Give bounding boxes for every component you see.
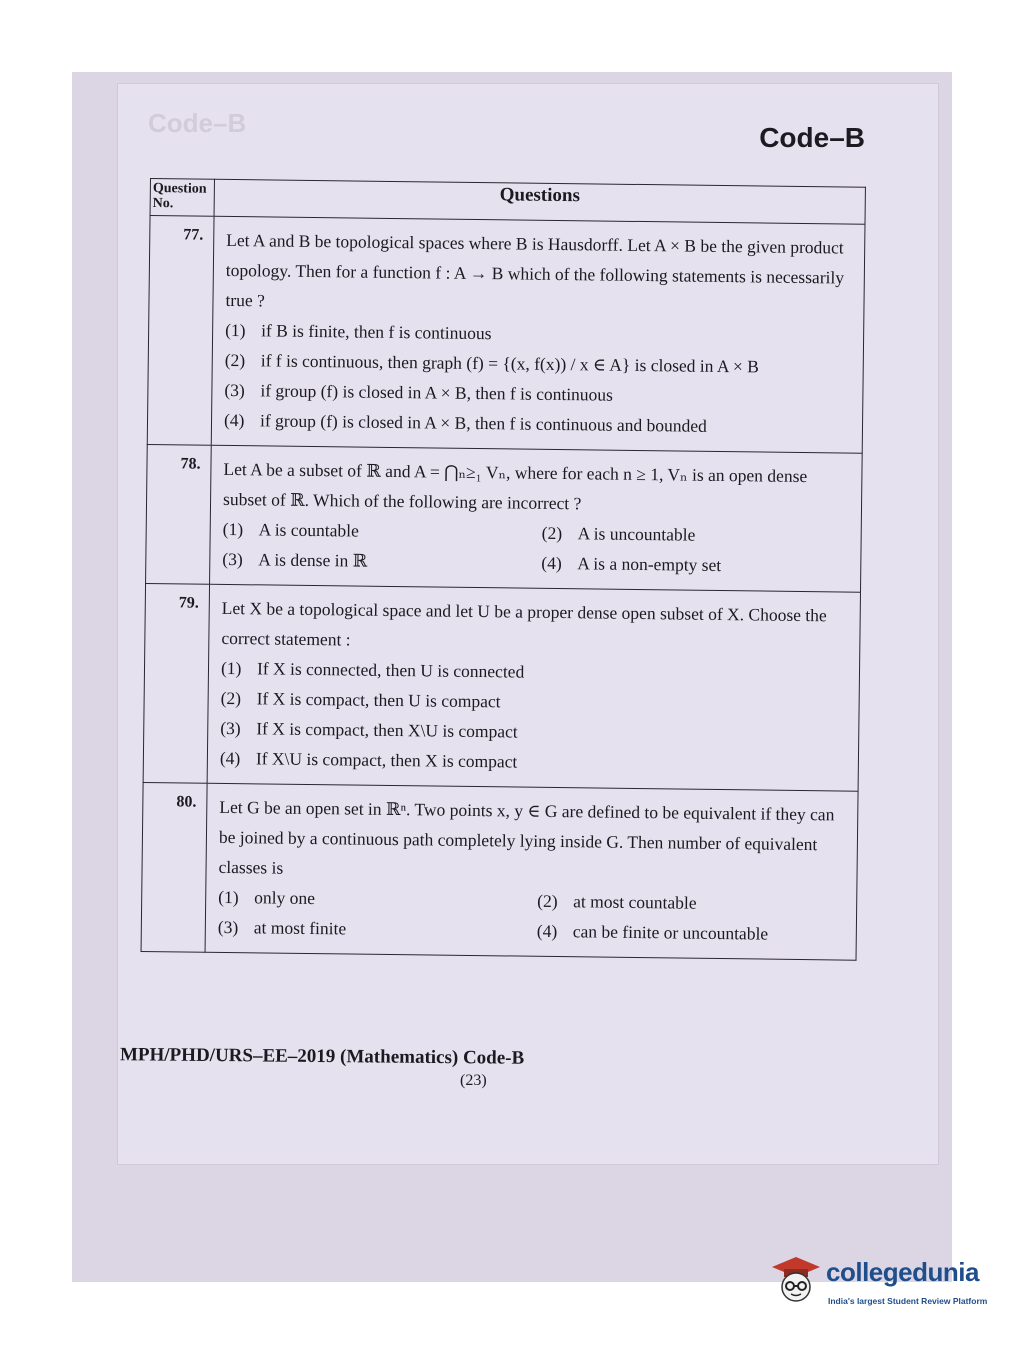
question-number: 77. xyxy=(147,216,214,446)
option-label: (4) xyxy=(223,409,245,431)
question-content xyxy=(205,783,858,960)
question-stem: Let A and B be topological spaces where B is Hausdorff. Let A × B be the given product topology. Then for a function f : A → B which of the following statements is necessarily true ? xyxy=(225,229,845,311)
option-text: if f is continuous, then graph (f) = {(x, f(x)) / x ∈ A} is closed in A × B xyxy=(260,350,759,377)
questions-header: Questions xyxy=(214,179,865,224)
option xyxy=(222,544,531,578)
option-label: (1) xyxy=(225,319,246,341)
logo-wordmark: collegedunia xyxy=(826,1257,979,1287)
question-content xyxy=(210,445,863,592)
option-label: (1) xyxy=(222,518,244,540)
paper-footer: MPH/PHD/URS–EE–2019 (Mathematics) Code-B xyxy=(119,1044,525,1069)
option-label: (3) xyxy=(224,379,245,401)
page-number: (23) xyxy=(460,1072,487,1089)
question-number: 79. xyxy=(143,583,209,783)
bleed-through-code: Code–B xyxy=(148,108,247,138)
option-text: A is dense in ℝ xyxy=(258,549,368,571)
option-text: If X is connected, then U is connected xyxy=(256,658,525,682)
option-text: only one xyxy=(254,887,316,909)
collegedunia-logo xyxy=(770,1255,1005,1315)
options-grid xyxy=(222,514,851,582)
options-grid xyxy=(218,882,847,950)
graduate-face-icon xyxy=(770,1255,822,1307)
code-label: Code–B xyxy=(759,122,865,153)
question-row xyxy=(146,444,863,592)
option-text: A is countable xyxy=(258,519,359,541)
option-text: If X is compact, then X\U is compact xyxy=(256,718,518,742)
option-label: (2) xyxy=(541,522,563,544)
option-label: (1) xyxy=(220,657,242,679)
option xyxy=(218,882,527,916)
question-number: 78. xyxy=(146,444,212,584)
option-label: (3) xyxy=(220,717,241,739)
question-stem: Let G be an open set in ℝⁿ. Two points x, y ∈ G are defined to be equivalent if they can be joined by a continuous path completely lying inside G. Then number of equivalent classes is xyxy=(218,796,835,878)
option xyxy=(224,405,852,443)
questions-table xyxy=(141,178,866,961)
option-text: at most finite xyxy=(253,917,347,939)
option-text: if group (f) is closed in A × B, then f is continuous xyxy=(260,380,614,405)
option-text: A is uncountable xyxy=(577,523,696,545)
option-text: A is a non-empty set xyxy=(577,553,722,576)
option-label: (1) xyxy=(218,886,239,908)
question-row xyxy=(143,583,860,791)
option-text: If X\U is compact, then X is compact xyxy=(255,748,518,772)
option-text: can be finite or uncountable xyxy=(572,921,769,944)
option-label: (2) xyxy=(220,687,242,709)
question-row xyxy=(141,782,858,960)
option-label: (4) xyxy=(219,747,241,769)
option xyxy=(220,743,848,781)
option xyxy=(223,514,532,548)
option xyxy=(218,912,527,946)
option-label: (4) xyxy=(536,920,558,942)
question-content xyxy=(211,216,865,453)
option-text: If X is compact, then U is compact xyxy=(256,688,501,712)
question-content xyxy=(207,584,860,791)
option xyxy=(537,886,846,920)
option-label: (2) xyxy=(537,890,558,912)
option xyxy=(541,548,850,582)
option xyxy=(537,916,846,950)
question-stem: Let X be a topological space and let U be a proper dense open subset of X. Choose the correct statement : xyxy=(221,597,827,650)
option-text: at most countable xyxy=(573,891,697,913)
option-label: (4) xyxy=(541,552,562,574)
logo-tagline: India's largest Student Review Platform xyxy=(828,1296,988,1306)
option-label: (3) xyxy=(217,916,239,938)
question-no-header: Question No. xyxy=(150,179,214,217)
question-number: 80. xyxy=(141,782,207,952)
option-label: (2) xyxy=(224,349,246,371)
option xyxy=(542,518,851,552)
option-text: if group (f) is closed in A × B, then f is continuous and bounded xyxy=(259,410,707,436)
option-text: if B is finite, then f is continuous xyxy=(261,320,492,344)
option-label: (3) xyxy=(222,548,243,570)
question-row xyxy=(147,216,865,454)
question-stem: Let A be a subset of ℝ and A = ⋂ₙ≥₁ Vₙ, where for each n ≥ 1, Vₙ is an open dense subset of ℝ. Which of the following are incorrect ? xyxy=(222,458,808,514)
